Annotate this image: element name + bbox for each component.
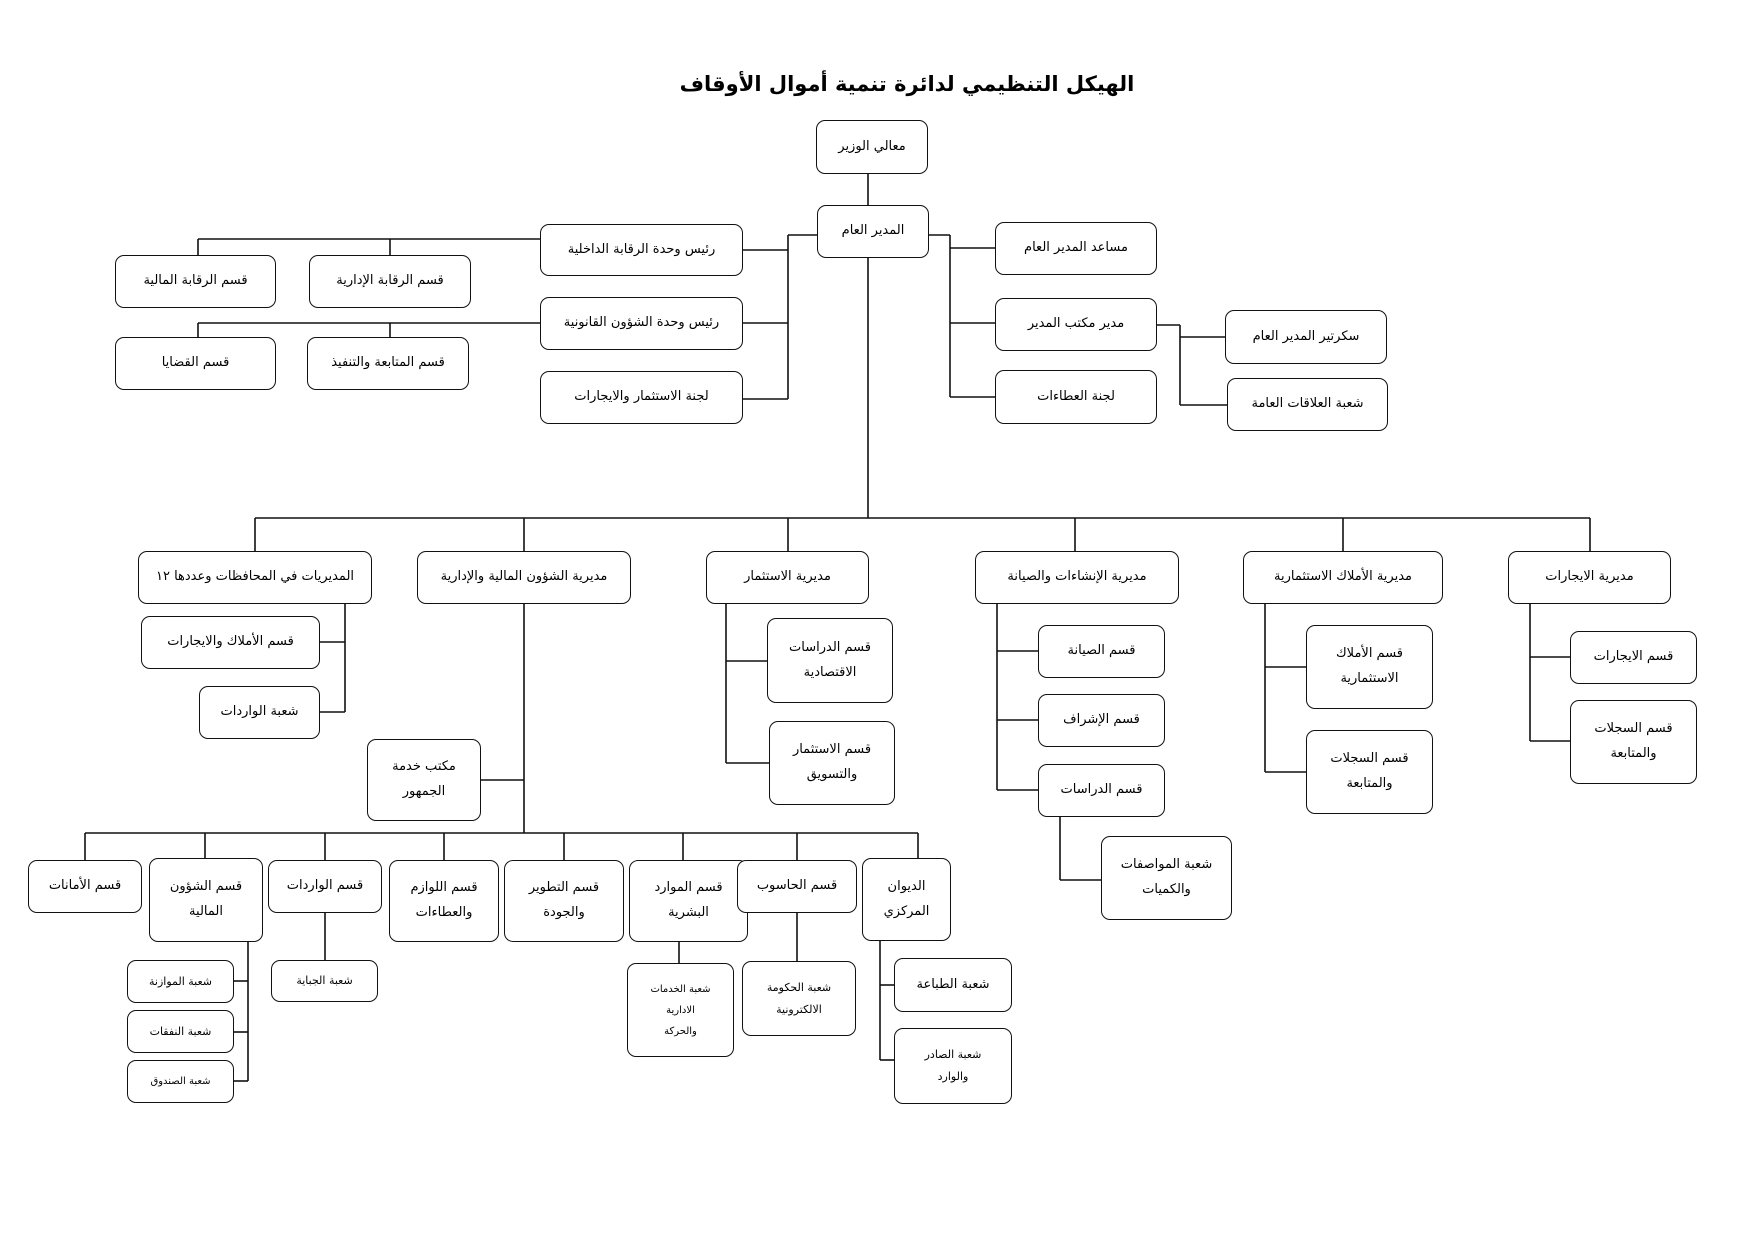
node-economic-studies[interactable]: قسم الدراسات الاقتصادية (767, 618, 893, 703)
node-finance-admin-directorate[interactable]: مديرية الشؤون المالية والإدارية (417, 551, 631, 604)
node-investment-directorate[interactable]: مديرية الاستثمار (706, 551, 869, 604)
node-supervision[interactable]: قسم الإشراف (1038, 694, 1165, 747)
node-computer[interactable]: قسم الحاسوب (737, 860, 857, 913)
node-cases[interactable]: قسم القضايا (115, 337, 276, 390)
node-budget[interactable]: شعبة الموازنة (127, 960, 234, 1003)
node-minister[interactable]: معالي الوزير (816, 120, 928, 174)
node-public-service-office[interactable]: مكتب خدمة الجمهور (367, 739, 481, 821)
page-title: الهيكل التنظيمي لدائرة تنمية أموال الأوقاف (679, 72, 1135, 96)
node-expenses[interactable]: شعبة النفقات (127, 1010, 234, 1053)
node-gov-revenues[interactable]: شعبة الواردات (199, 686, 320, 739)
node-leases-section[interactable]: قسم الايجارات (1570, 631, 1697, 684)
node-investment-properties[interactable]: قسم الأملاك الاستثمارية (1306, 625, 1433, 709)
node-investment-marketing[interactable]: قسم الاستثمار والتسويق (769, 721, 895, 805)
node-specifications-quantities[interactable]: شعبة المواصفات والكميات (1101, 836, 1232, 920)
node-development-quality[interactable]: قسم التطوير والجودة (504, 860, 624, 942)
node-revenues[interactable]: قسم الواردات (268, 860, 382, 913)
node-maintenance[interactable]: قسم الصيانة (1038, 625, 1165, 678)
node-internal-audit-head[interactable]: رئيس وحدة الرقابة الداخلية (540, 224, 743, 276)
node-central-diwan[interactable]: الديوان المركزي (862, 858, 951, 941)
node-cashbox[interactable]: شعبة الصندوق (127, 1060, 234, 1103)
node-studies[interactable]: قسم الدراسات (1038, 764, 1165, 817)
node-gov-properties-leases[interactable]: قسم الأملاك والايجارات (141, 616, 320, 669)
node-director-general[interactable]: المدير العام (817, 205, 929, 258)
node-public-relations[interactable]: شعبة العلاقات العامة (1227, 378, 1388, 431)
node-supplies-bids[interactable]: قسم اللوازم والعطاءات (389, 860, 499, 942)
node-governorate-directorates[interactable]: المديريات في المحافظات وعددها ١٢ (138, 551, 372, 604)
node-secretary[interactable]: سكرتير المدير العام (1225, 310, 1387, 364)
node-follow-up-execution[interactable]: قسم المتابعة والتنفيذ (307, 337, 469, 390)
node-assistant-director[interactable]: مساعد المدير العام (995, 222, 1157, 275)
node-printing[interactable]: شعبة الطباعة (894, 958, 1012, 1012)
node-outgoing-incoming[interactable]: شعبة الصادر والوارد (894, 1028, 1012, 1104)
node-properties-directorate[interactable]: مديرية الأملاك الاستثمارية (1243, 551, 1443, 604)
node-collection[interactable]: شعبة الجباية (271, 960, 378, 1002)
node-financial-audit[interactable]: قسم الرقابة المالية (115, 255, 276, 308)
node-deposits[interactable]: قسم الأمانات (28, 860, 142, 913)
node-legal-affairs-head[interactable]: رئيس وحدة الشؤون القانونية (540, 297, 743, 350)
node-administrative-audit[interactable]: قسم الرقابة الإدارية (309, 255, 471, 308)
node-admin-services[interactable]: شعبة الخدمات الادارية والحركة (627, 963, 734, 1057)
node-human-resources[interactable]: قسم الموارد البشرية (629, 860, 748, 942)
node-e-government[interactable]: شعبة الحكومة الالكترونية (742, 961, 856, 1036)
node-leases-directorate[interactable]: مديرية الايجارات (1508, 551, 1671, 604)
node-records-follow-up[interactable]: قسم السجلات والمتابعة (1306, 730, 1433, 814)
node-financial-affairs[interactable]: قسم الشؤون المالية (149, 858, 263, 942)
node-leases-records[interactable]: قسم السجلات والمتابعة (1570, 700, 1697, 784)
node-investment-leases-committee[interactable]: لجنة الاستثمار والايجارات (540, 371, 743, 424)
node-office-manager[interactable]: مدير مكتب المدير (995, 298, 1157, 351)
node-construction-directorate[interactable]: مديرية الإنشاءات والصيانة (975, 551, 1179, 604)
node-bids-committee[interactable]: لجنة العطاءات (995, 370, 1157, 424)
